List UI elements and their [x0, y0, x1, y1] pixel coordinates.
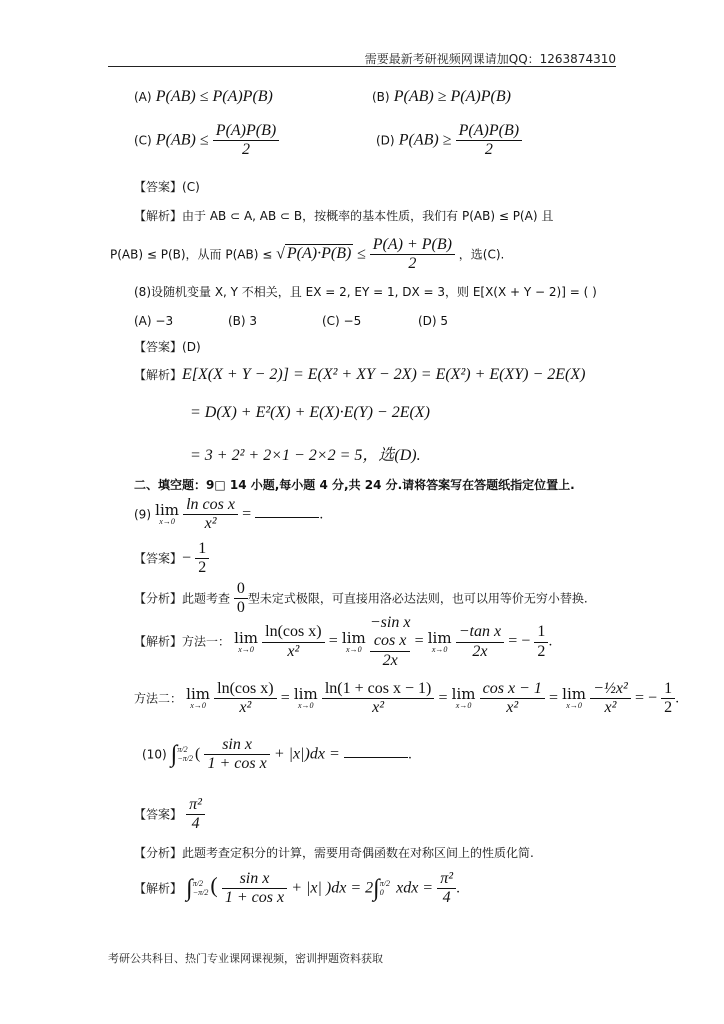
- integral-sign-icon: ∫: [186, 875, 193, 902]
- q8-analysis-label: 【解析】: [134, 368, 183, 382]
- header-rule: [108, 66, 616, 67]
- section2-title: 二、填空题：9□ 14 小题,每小题 4 分,共 24 分.请将答案写在答题纸指定位置上.: [134, 478, 575, 492]
- q7-option-d-label: (D): [376, 133, 395, 148]
- q9-m2-lim1-text: lim: [186, 685, 210, 704]
- q9-m2-lim2-sub: x→0: [298, 701, 314, 711]
- q9-m2-result-den: 2: [664, 699, 673, 717]
- q10-j-lower: −π/2: [192, 887, 209, 897]
- q7-option-a: [134, 88, 273, 106]
- q10-answer-blank: [344, 757, 408, 758]
- q7-option-a-expr: P(AB) ≤ P(A)P(B): [155, 88, 273, 105]
- q7-analysis-fraction: [370, 236, 455, 274]
- q10-j-result-den: 4: [442, 889, 451, 907]
- q7-option-d-fraction: [456, 122, 522, 160]
- q9-lim-sub: x→0: [159, 517, 175, 527]
- q10-fenxi-label: 【分析】: [134, 846, 183, 860]
- q10-stem: (10) ∫ π/2 −π/2 ( $\frac{\text{sin x}}{\text{1 + cos x}}$ + |x|)dx = .: [142, 736, 413, 773]
- q10-j-upper: π/2: [192, 879, 203, 889]
- q7-analysis-sqrt-body: P(A)·P(B): [286, 245, 352, 263]
- q9-m1-lim3: [427, 628, 452, 654]
- q7-analysis-text2end: ，选(C).: [458, 247, 505, 262]
- q9-m1-result: [534, 623, 548, 661]
- q7-answer: [134, 178, 200, 195]
- q9-lim: lim: [155, 501, 179, 520]
- q8-option-c: (C) −5: [322, 314, 362, 328]
- q10-answer-label: 【答案】: [134, 807, 183, 822]
- q7-analysis-sqrt: √ P(A)·P(B): [276, 245, 352, 263]
- q9-m1-frac2-mid: cos x: [370, 632, 411, 651]
- q9-m2-frac4-den: x²: [604, 699, 617, 717]
- q7-answer-label: 【答案】: [134, 180, 183, 194]
- q9-m1-frac1-den: x²: [287, 642, 300, 660]
- q9-fenxi-b: 型未定式极限，可直接用洛必达法则，也可以用等价无穷小替换.: [247, 591, 588, 606]
- q9-method1-label: 方法一：: [182, 634, 231, 649]
- q9-m1-frac2: [370, 614, 411, 670]
- q7-analysis-frac-den: 2: [408, 255, 417, 273]
- q9-stem: (9) lim x→0 $\frac{\text{ln cos x}}{\text{x²}}$ = .: [134, 496, 324, 533]
- q8-step1-expr: E[X(X + Y − 2)] = E(X² + XY − 2X) = E(X²) + E(XY) − 2E(X): [182, 366, 586, 383]
- q9-m1-lim2-text: lim: [341, 628, 366, 647]
- q9-m1-result-sign: = −: [508, 632, 531, 650]
- q9-m1-frac3-den: 2x: [472, 642, 488, 660]
- q9-fenxi-den: 0: [236, 599, 245, 617]
- q7-analysis-frac-num: P(A) + P(B): [370, 236, 455, 255]
- q9-m1-frac1-num: ln(cos x): [262, 623, 324, 642]
- q9-m1-lim3-text: lim: [427, 628, 452, 647]
- q9-m1-frac2-den: 2x: [382, 651, 398, 669]
- q10-frac-den: 1 + cos x: [207, 755, 267, 773]
- q7-option-d-den: 2: [484, 141, 493, 159]
- q10-tail: + |x|)dx =: [273, 745, 340, 763]
- q9-answer-label: 【答案】: [134, 551, 183, 566]
- q9-m2-lim2: [294, 687, 318, 710]
- q9-fenxi: [134, 580, 588, 618]
- q10-jiexi-label: 【解析】: [134, 881, 183, 896]
- q7-option-c-lhs: P(AB) ≤: [155, 131, 209, 149]
- q9-fenxi-num: 0: [234, 580, 248, 599]
- q8-option-a: (A) −3: [134, 314, 174, 328]
- q7-option-a-label: (A): [134, 90, 152, 104]
- q8-step2: = D(X) + E²(X) + E(X)·E(Y) − 2E(X): [190, 404, 430, 421]
- footer-text: 考研公共科目、热门专业课网课视频，密训押题资料获取: [108, 952, 383, 965]
- q10-answer: [134, 796, 205, 834]
- q7-option-c-den: 2: [242, 141, 250, 159]
- q9-m2-frac1-den: x²: [239, 699, 252, 717]
- q10-answer-fraction: [186, 796, 205, 834]
- q10-answer-den: 4: [191, 815, 200, 833]
- q9-m2-frac3-den: x²: [506, 699, 519, 717]
- q9-m1-lim1-sub: x→0: [238, 644, 254, 654]
- q9-m1-frac3-num: −tan x: [456, 623, 504, 642]
- q10-fenxi-text: 此题考查定积分的计算，需要用奇偶函数在对称区间上的性质化简.: [182, 846, 534, 860]
- q7-option-d-num: P(A)P(B): [456, 122, 522, 141]
- q7-option-c-num: P(A)P(B): [213, 122, 279, 141]
- q9-m2-lim4: [562, 687, 586, 710]
- q9-jiexi-label: 【解析】: [134, 634, 183, 649]
- q10-lower: −π/2: [177, 753, 193, 763]
- q10-j-lower2: 0: [379, 887, 384, 897]
- integral-sign-icon: ∫: [170, 741, 178, 768]
- q10-j-fraction: [222, 870, 287, 908]
- q9-m1-frac2-top: −sin x: [369, 614, 411, 631]
- q9-m2-lim4-sub: x→0: [566, 701, 582, 711]
- q10-num: (10): [142, 747, 167, 762]
- q10-j-x: xdx =: [396, 879, 434, 897]
- q9-m2-frac2: [322, 680, 434, 718]
- q9-answer-den: 2: [198, 559, 207, 577]
- q9-fenxi-a: 此题考查: [182, 591, 231, 606]
- q9-frac-num: ln cos x: [183, 496, 238, 515]
- q7-option-b: [372, 88, 511, 106]
- q9-eq: =: [242, 505, 252, 523]
- q9-method2: 方法二： lim x→0 $\frac{\text{ln(cos x)}}{\text{x²}}$ = lim x→0 $\frac{\text{ln(1 + cos x − 1)}}{\text{x²}}$ = lim x→0 $\frac{\text{cos x − 1}}{\text{x²}}$ = lim x→0 $\frac{\text{−½x²}}{\text{x²}}$ = − $\frac{1}{2}$ .: [134, 680, 680, 717]
- q8-stem: (8)设随机变量 X, Y 不相关，且 EX = 2, EY = 1, DX = 3，则 E[X(X + Y − 2)] = ( ): [134, 285, 597, 299]
- header-note: 需要最新考研视频网课请加QQ：1263874310: [364, 52, 616, 66]
- q10-limits: [177, 746, 193, 764]
- q7-option-d: [376, 122, 522, 160]
- q8-answer-value: (D): [182, 340, 201, 354]
- q9-m2-frac3-num: cos x − 1: [480, 680, 545, 699]
- q9-m2-lim3: [452, 687, 476, 710]
- q9-m2-result-num: 1: [661, 680, 675, 699]
- q9-m2-frac4-num: −½x²: [590, 680, 631, 699]
- q10-j-frac-num: sin x: [222, 870, 287, 889]
- q10-fenxi: [134, 844, 534, 861]
- q9-answer-blank: [255, 517, 319, 518]
- q9-m1-frac3: [456, 623, 504, 661]
- q9-answer-num: 1: [195, 540, 209, 559]
- q9-m2-frac1: [214, 680, 276, 718]
- q8-answer-label: 【答案】: [134, 340, 183, 354]
- q10-j-result: [437, 870, 456, 908]
- q9-answer-fraction: [195, 540, 209, 578]
- q7-analysis-le: ≤: [357, 245, 366, 263]
- q9-m2-frac2-den: x²: [372, 699, 385, 717]
- q10-j-limits: [193, 880, 209, 898]
- q10-j-limits2: [380, 880, 390, 898]
- q7-analysis-text1: 由于 AB ⊂ A, AB ⊂ B，按概率的基本性质，我们有 P(AB) ≤ P(A) 且: [182, 209, 554, 223]
- q9-m2-frac4: [590, 680, 631, 718]
- q9-m2-lim3-text: lim: [451, 685, 476, 704]
- q8-step1: [134, 366, 585, 384]
- q10-j-result-num: π²: [437, 870, 456, 889]
- q9-fenxi-label: 【分析】: [134, 591, 183, 606]
- q9-method1: 【解析】方法一： lim x→0 $\frac{\text{ln(cos x)}}{\text{x²}}$ = lim x→0 −sin x cos x 2x = lim x→0 $\frac{\text{−tan x}}{2x}$ = − $\frac{1}{2}$ .: [134, 614, 553, 669]
- q7-option-c-fraction: [213, 122, 279, 160]
- q9-m2-frac1-num: ln(cos x): [214, 680, 276, 699]
- q10-frac-num: sin x: [204, 736, 269, 755]
- q9-fraction: [183, 496, 238, 534]
- q10-j-frac-den: 1 + cos x: [224, 889, 285, 907]
- q10-jiexi: 【解析】 ∫ π/2 −π/2 ( $\frac{\text{sin x}}{\text{1 + cos x}}$ + |x| )dx = 2∫ π/2 0 xdx = $\frac{\text{π²}}{4}$ .: [134, 870, 461, 907]
- q9-m2-result: [661, 680, 675, 718]
- q9-m2-lim1: [186, 687, 210, 710]
- q9-m2-lim1-sub: x→0: [190, 701, 206, 711]
- q9-answer-sign: −: [182, 549, 192, 567]
- q9-fenxi-fraction: [234, 580, 248, 618]
- q10-j-upper2: π/2: [379, 879, 390, 889]
- q10-fraction: [204, 736, 269, 774]
- q7-option-c: [134, 122, 279, 160]
- q9-m2-result-sign: = −: [634, 689, 658, 707]
- q9-m1-lim2: [341, 628, 366, 654]
- q7-option-d-lhs: P(AB) ≥: [398, 131, 452, 149]
- q9-m2-lim4-text: lim: [562, 685, 586, 704]
- q9-m2-lim3-sub: x→0: [455, 701, 472, 711]
- q9-m1-lim2-sub: x→0: [346, 644, 362, 654]
- q9-m1-lim1-text: lim: [234, 628, 258, 647]
- q9-m1-result-num: 1: [534, 623, 548, 642]
- q9-m1-frac1: [262, 623, 324, 661]
- q10-j-tail: + |x| )dx = 2: [291, 879, 374, 897]
- q9-num: (9): [134, 507, 151, 522]
- q7-answer-value: (C): [182, 180, 200, 194]
- q7-analysis-label: 【解析】: [134, 209, 183, 223]
- q8-option-b: (B) 3: [228, 314, 258, 328]
- q9-m2-lim2-text: lim: [293, 685, 318, 704]
- q7-analysis-line2: [110, 236, 504, 274]
- q10-upper: π/2: [177, 745, 188, 755]
- q9-answer: [134, 540, 209, 578]
- q9-m1-lim1: [234, 628, 258, 654]
- q7-analysis-text2a: P(AB) ≤ P(B)，从而 P(AB) ≤: [110, 247, 273, 262]
- q9-m1-result-den: 2: [537, 642, 546, 660]
- q8-step3: = 3 + 2² + 2×1 − 2×2 = 5，选(D).: [190, 447, 421, 464]
- q7-analysis-line1: [134, 207, 553, 224]
- q7-option-b-expr: P(AB) ≥ P(A)P(B): [393, 88, 511, 105]
- q8-option-d: (D) 5: [418, 314, 449, 328]
- q8-answer: [134, 338, 201, 355]
- q9-m2-frac2-num: ln(1 + cos x − 1): [322, 680, 434, 699]
- q9-m1-lim3-sub: x→0: [431, 644, 448, 654]
- q7-option-c-label: (C): [134, 133, 152, 148]
- q9-frac-den: x²: [204, 515, 217, 533]
- q9-m2-frac3: [480, 680, 545, 718]
- q9-limit: [155, 503, 179, 526]
- integral-sign-icon: ∫: [373, 875, 380, 902]
- q7-option-b-label: (B): [372, 90, 390, 104]
- q10-answer-num: π²: [186, 796, 205, 815]
- q9-method2-label: 方法二：: [134, 691, 183, 706]
